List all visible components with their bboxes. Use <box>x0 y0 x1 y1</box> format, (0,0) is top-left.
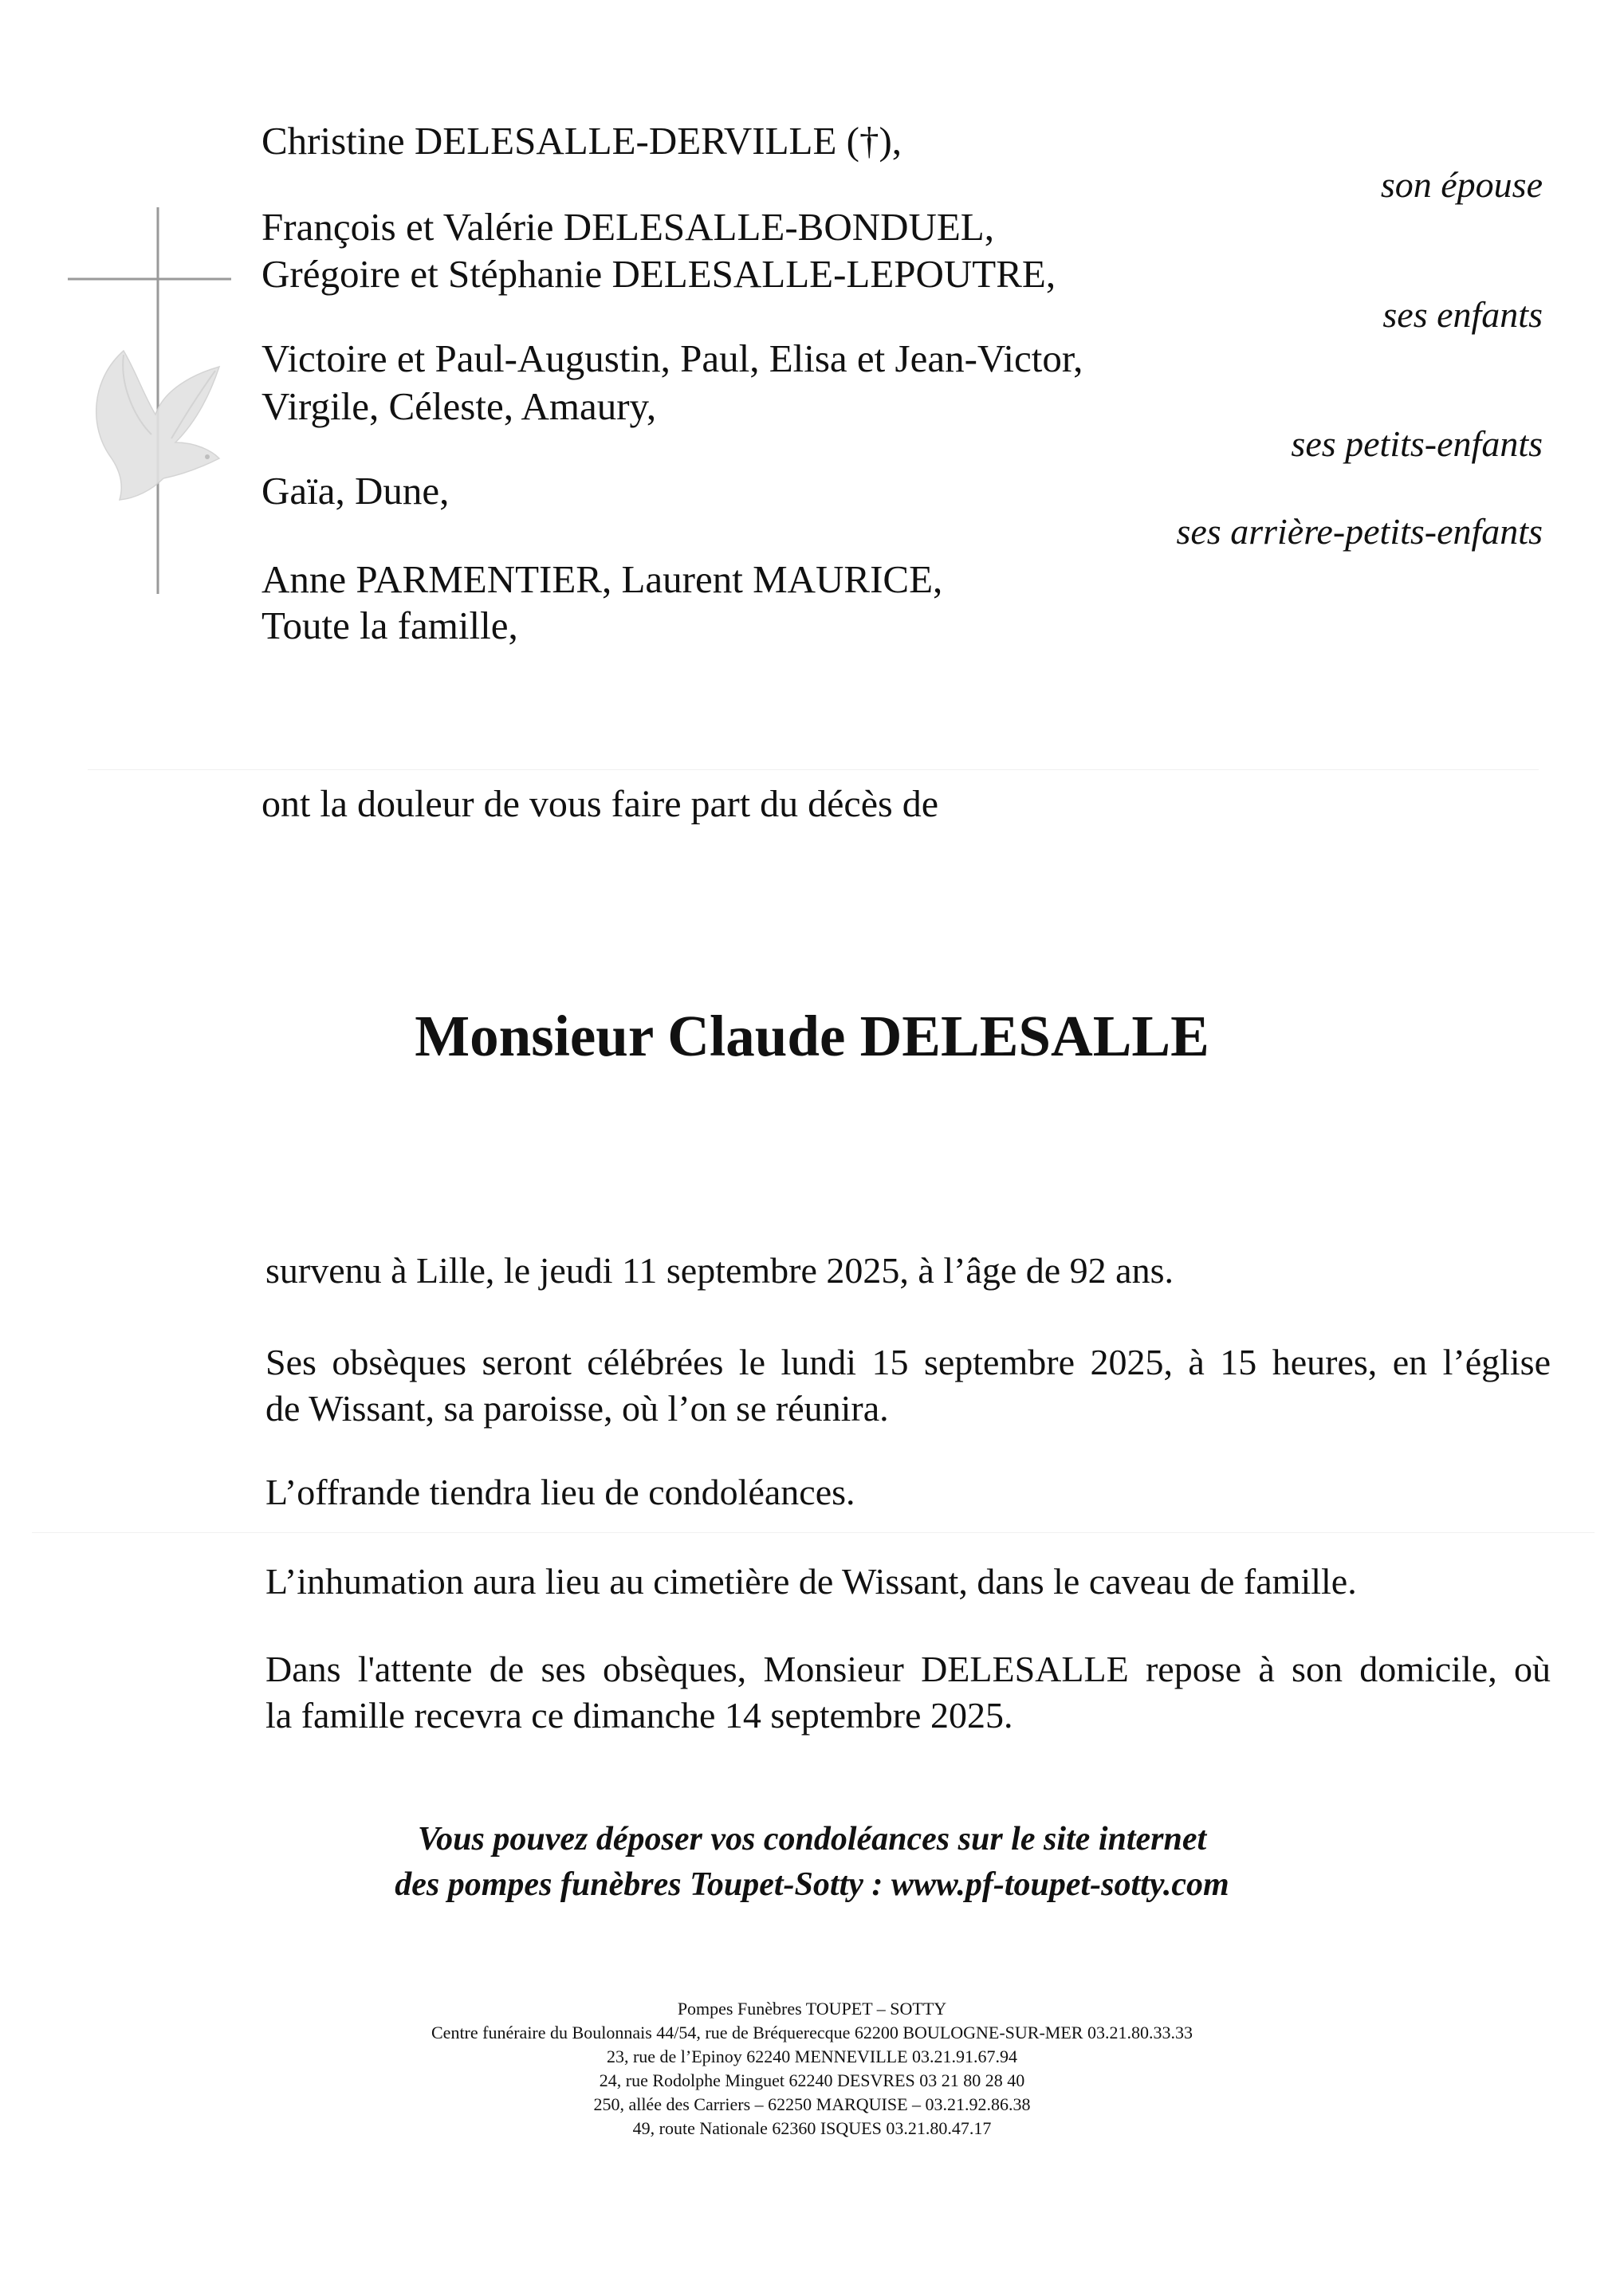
announcement-text: ont la douleur de vous faire part du décès de <box>261 783 939 825</box>
cross-dove-emblem <box>64 203 255 602</box>
faint-divider-2 <box>32 1532 1595 1533</box>
funeral-paragraph <box>265 1339 1551 1432</box>
footer-address-2: 23, rue de l’Epinoy 62240 MENNEVILLE 03.21.91.67.94 <box>606 2046 1018 2066</box>
great-grandchildren-role: ses arrière-petits-enfants <box>1176 511 1543 552</box>
children-role: ses enfants <box>1382 294 1543 335</box>
great-grandchildren: Gaïa, Dune, <box>261 469 450 513</box>
footer-address-3: 24, rue Rodolphe Minguet 62240 DESVRES 03 21 80 28 40 <box>599 2070 1025 2090</box>
condolences-line-2: des pompes funèbres Toupet-Sotty : www.pf-toupet-sotty.com <box>395 1866 1229 1903</box>
others-line-2: Toute la famille, <box>261 603 518 647</box>
footer-address-1: Centre funéraire du Boulonnais 44/54, rue de Bréquerecque 62200 BOULOGNE-SUR-MER 03.21.80.33.33 <box>431 2023 1193 2042</box>
faint-divider <box>88 769 1539 770</box>
burial-text: L’inhumation aura lieu au cimetière de Wissant, dans le caveau de famille. <box>265 1561 1357 1602</box>
offering-text: L’offrande tiendra lieu de condoléances. <box>265 1472 855 1512</box>
home-line-2: la famille recevra ce dimanche 14 septembre 2025. <box>265 1695 1013 1736</box>
children-line-2: Grégoire et Stéphanie DELESALLE-LEPOUTRE, <box>261 252 1056 296</box>
wife-role: son épouse <box>1380 164 1543 205</box>
condolences-line-1: Vous pouvez déposer vos condoléances sur le site internet <box>417 1821 1207 1858</box>
grandchildren-role: ses petits-enfants <box>1291 423 1543 464</box>
grandchildren-line-1: Victoire et Paul-Augustin, Paul, Elisa et Jean-Victor, <box>261 336 1083 380</box>
death-info: survenu à Lille, le jeudi 11 septembre 2025, à l’âge de 92 ans. <box>265 1250 1174 1291</box>
funeral-line-1: Ses obsèques seront célébrées le lundi 15 septembre 2025, à 15 heures, en l’église <box>265 1342 1551 1382</box>
deceased-name: Monsieur Claude DELESALLE <box>415 1004 1209 1068</box>
footer-address-4: 250, allée des Carriers – 62250 MARQUISE – 03.21.92.86.38 <box>593 2094 1031 2114</box>
funeral-line-2: de Wissant, sa paroisse, où l’on se réunira. <box>265 1388 889 1429</box>
wife-name: Christine DELESALLE-DERVILLE (†), <box>261 119 902 163</box>
grandchildren-line-2: Virgile, Céleste, Amaury, <box>261 384 657 428</box>
children-line-1: François et Valérie DELESALLE-BONDUEL, <box>261 205 994 249</box>
footer-company: Pompes Funèbres TOUPET – SOTTY <box>677 1999 947 2019</box>
footer-address-5: 49, route Nationale 62360 ISQUES 03.21.80.47.17 <box>632 2118 992 2138</box>
home-paragraph <box>265 1646 1551 1739</box>
others-line-1: Anne PARMENTIER, Laurent MAURICE, <box>261 557 943 601</box>
home-line-1: Dans l'attente de ses obsèques, Monsieur DELESALLE repose à son domicile, où <box>265 1649 1551 1689</box>
